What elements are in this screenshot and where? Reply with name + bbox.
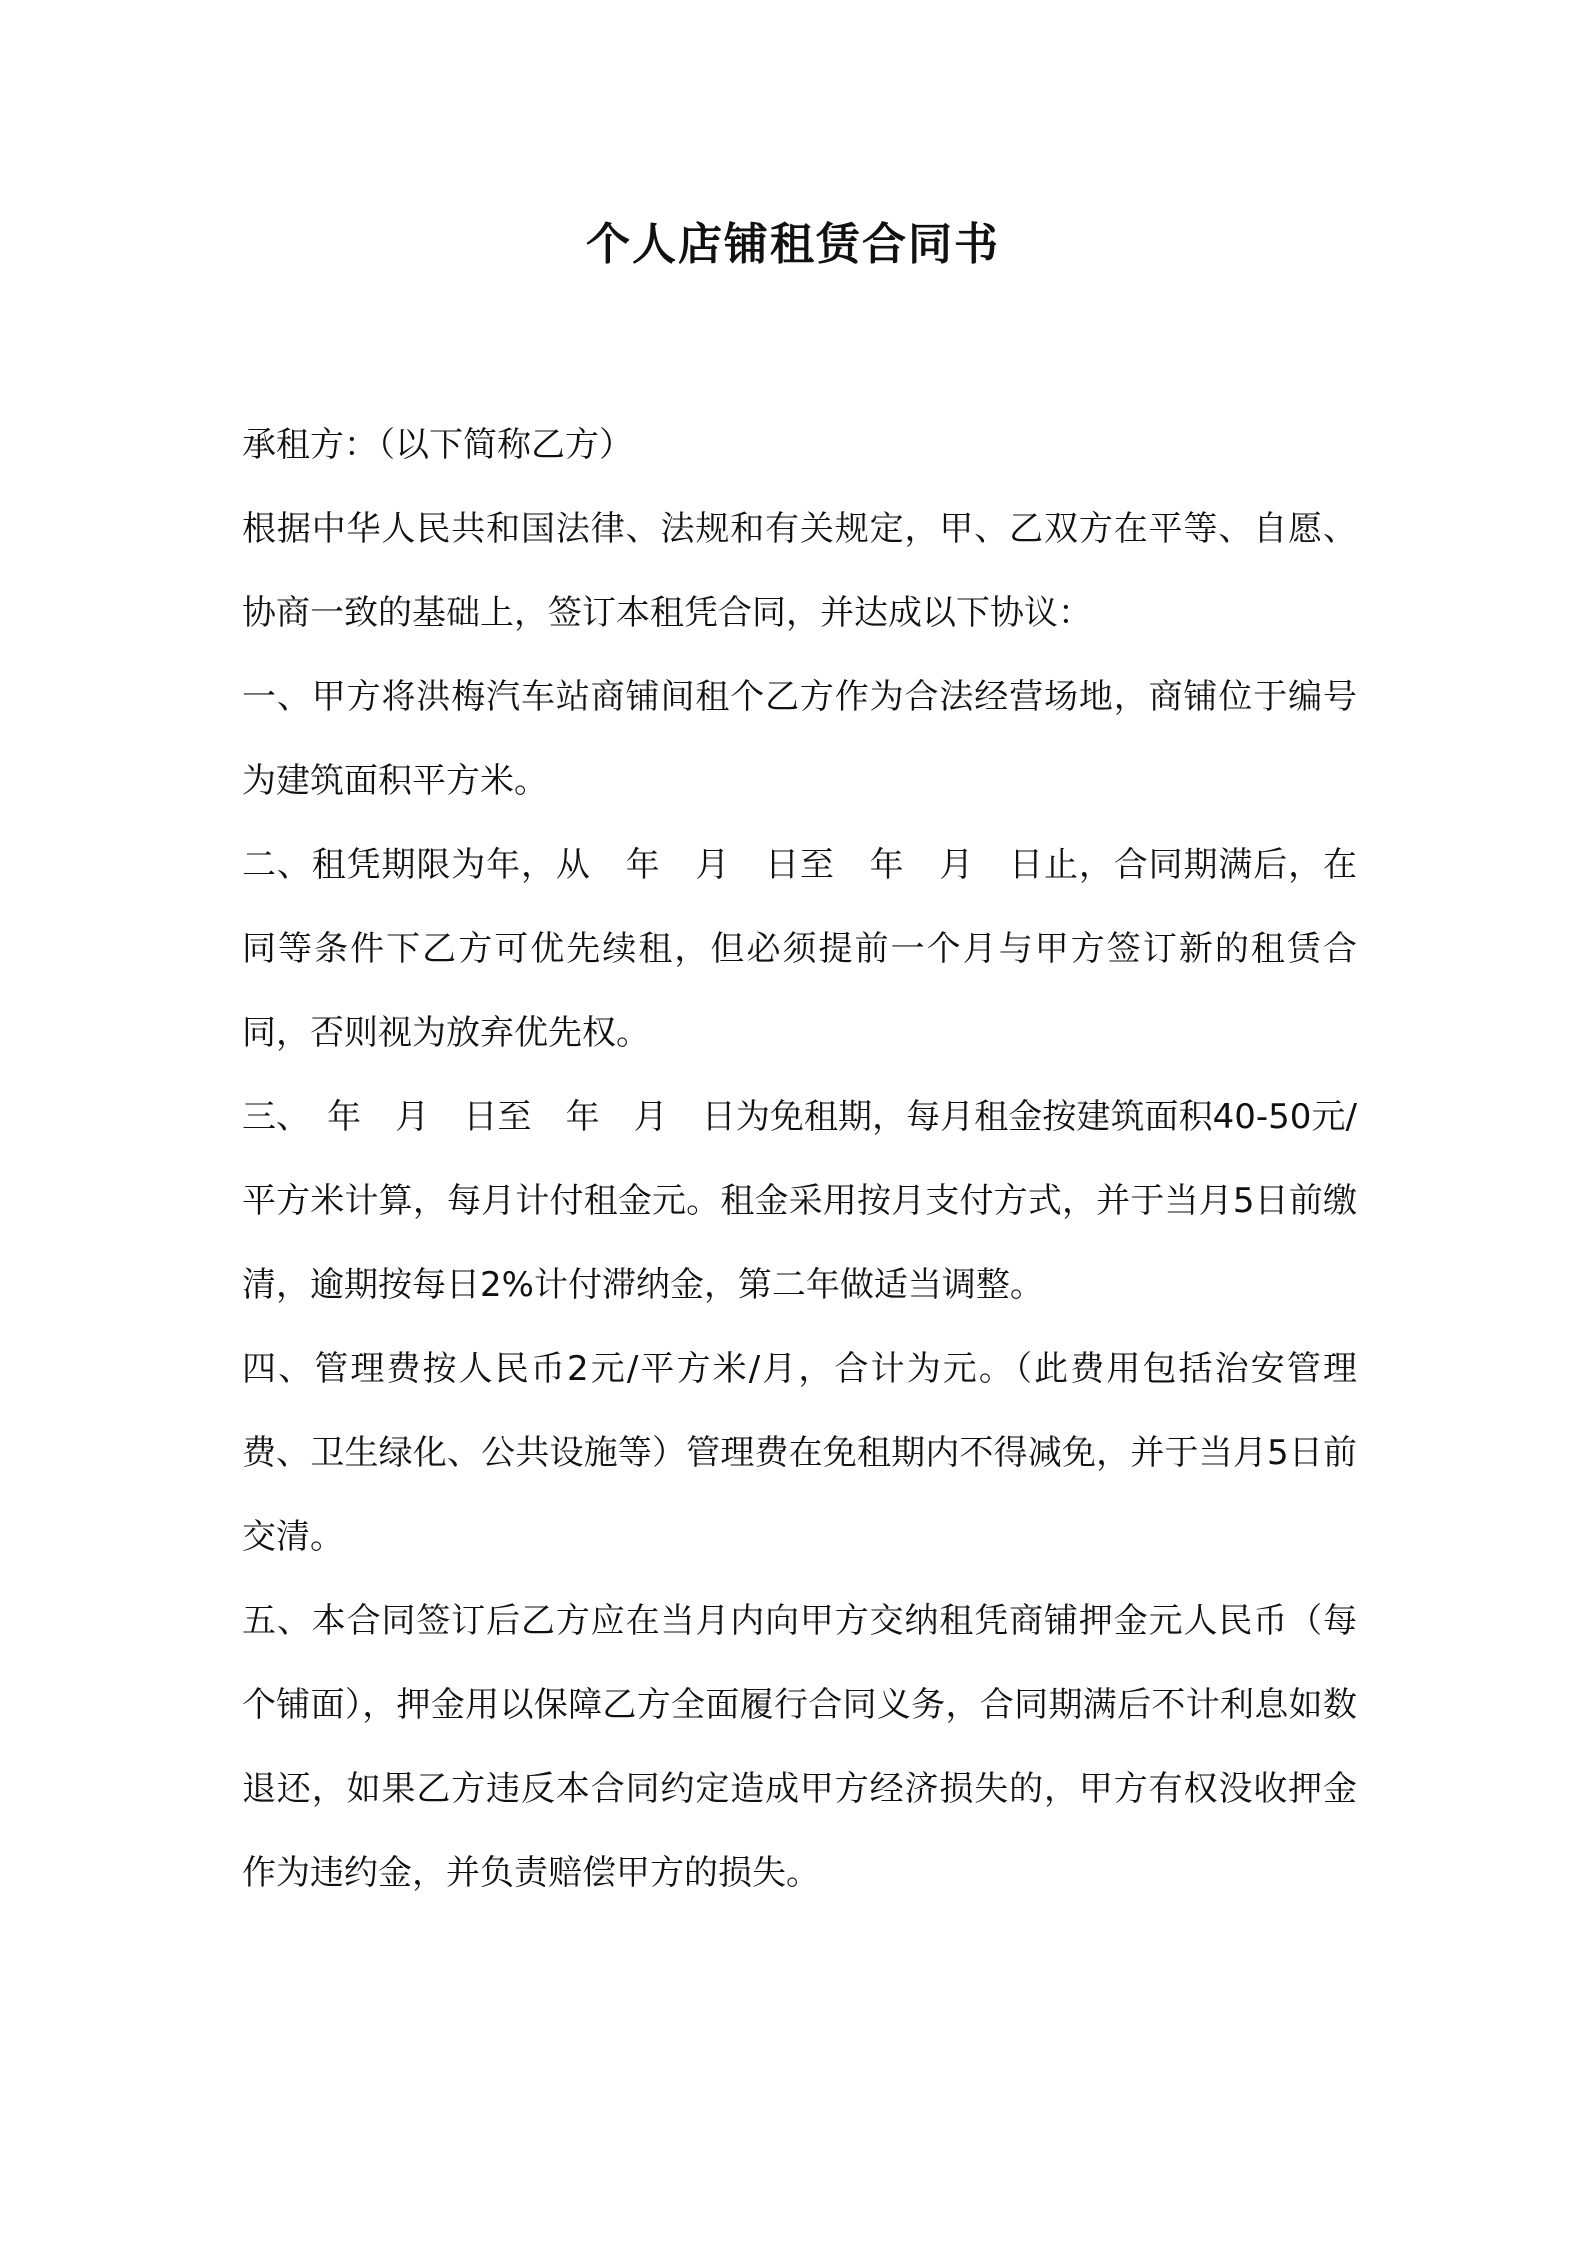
paragraph-clause-2: 二、租凭期限为年，从 年 月 日至 年 月 日止，合同期满后，在同等条件下乙方可优先续租，但必须提前一个月与甲方签订新的租赁合同，否则视为放弃优先权。 — [242, 845, 1357, 1053]
paragraph-clause-1: 一、甲方将洪梅汽车站商铺间租个乙方作为合法经营场地，商铺位于编号为建筑面积平方米。 — [242, 677, 1357, 801]
paragraph-preamble: 根据中华人民共和国法律、法规和有关规定，甲、乙双方在平等、自愿、协商一致的基础上，签订本租凭合同，并达成以下协议： — [242, 509, 1357, 633]
document-body — [242, 403, 1357, 1915]
paragraph-clause-3: 三、 年 月 日至 年 月 日为免租期，每月租金按建筑面积40-50元/平方米计算，每月计付租金元。租金采用按月支付方式，并于当月5日前缴清，逾期按每日2%计付滞纳金，第二年做适当调整。 — [242, 1097, 1357, 1305]
paragraph-clause-4: 四、管理费按人民币2元/平方米/月，合计为元。（此费用包括治安管理费、卫生绿化、公共设施等）管理费在免租期内不得减免，并于当月5日前交清。 — [242, 1349, 1357, 1557]
document-title: 个人店铺租赁合同书 — [586, 219, 1000, 270]
paragraph-lessee: 承租方：（以下简称乙方） — [242, 425, 633, 465]
paragraph-clause-5: 五、本合同签订后乙方应在当月内向甲方交纳租凭商铺押金元人民币（每个铺面），押金用以保障乙方全面履行合同义务，合同期满后不计利息如数退还，如果乙方违反本合同约定造成甲方经济损失的，甲方有权没收押金作为违约金，并负责赔偿甲方的损失。 — [242, 1601, 1357, 1893]
